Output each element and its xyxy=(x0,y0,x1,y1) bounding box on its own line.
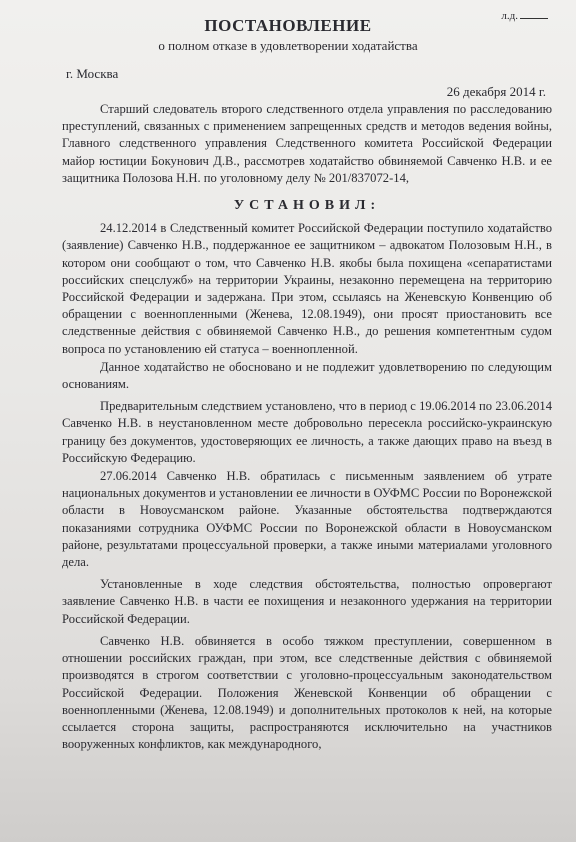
case-label: л.д. xyxy=(501,10,518,22)
document-body xyxy=(62,101,552,753)
body-paragraph-4: 27.06.2014 Савченко Н.В. обратилась с письменным заявлением об утрате национальных документов и установлении ее личности в ОУФМС России по Воронежской области в Новоусманском районе. Указанные обстоятельства подтверждаются показаниями сотрудника ОУФМС России по Воронежской области в Новоусманском районе, результатами процессуальной проверки, а также иными материалами уголовного дела. xyxy=(62,469,552,570)
body-paragraph-1: 24.12.2014 в Следственный комитет Российской Федерации поступило ходатайство (заявление) Савченко Н.В., поддержанное ее защитником – адвокатом Полозовым Н.Н., в котором они сообщают о том, что Савченко Н.В. якобы была похищена «сепаратистами российских спецслужб» на территории Украины, незаконно перемещена на территорию Российской Федерации и задержана. При этом, ссылаясь на Женевскую Конвенцию об обращении с военнопленными (Женева, 12.08.1949), они просят приостановить все следственные действия с обвиняемой Савченко Н.В., до решения компетентным судом вопроса по установлению ей статуса – военнопленной. xyxy=(62,221,552,356)
body-paragraph-2: Данное ходатайство не обосновано и не подлежит удовлетворению по следующим основаниям. xyxy=(62,359,552,392)
intro-paragraph: Старший следователь второго следственного отдела управления по расследованию преступлений, связанных с применением запрещенных средств и методов ведения войны, Главного следственного управления Следственного комитета Российской Федерации майор юстиции Бокунович Д.В., рассмотрев ходатайство обвиняемой Савченко Н.В. и ее защитника Полозова Н.Н. по уголовному делу № 201/837072-14, xyxy=(62,102,552,185)
document-title: ПОСТАНОВЛЕНИЕ xyxy=(204,16,372,35)
document-city: г. Москва xyxy=(66,66,119,81)
body-paragraph-3: Предварительным следствием установлено, что в период с 19.06.2014 по 23.06.2014 Савченко Н.В. в неустановленном месте добровольно пересекла российско-украинскую границу без документов, удостоверяющих ее личность, а также дающих право на въезд в Российскую Федерацию. xyxy=(62,399,552,465)
body-paragraph-5: Установленные в ходе следствия обстоятельства, полностью опровергают заявление Савченко Н.В. в части ее похищения и незаконного удержания на территории Российской Федерации. xyxy=(62,577,552,626)
body-paragraph-6: Савченко Н.В. обвиняется в особо тяжком преступлении, совершенном в отношении российских граждан, при этом, все следственные действия с обвиняемой производятся в строгом соответствии с уголовно-процессуальным законодательством Российской Федерации. Положения Женевской Конвенции об обращении с военнопленными (Женева, 12.08.1949) и дополнительных протоколов к ней, на которые ссылается сторона защиты, распространяются исключительно на участников вооруженных конфликтов, как международного, xyxy=(62,633,552,752)
section-heading: УСТАНОВИЛ: xyxy=(233,198,381,214)
document-date: 26 декабря 2014 г. xyxy=(446,84,546,99)
document-subtitle: о полном отказе в удовлетворении ходатайства xyxy=(158,38,418,53)
